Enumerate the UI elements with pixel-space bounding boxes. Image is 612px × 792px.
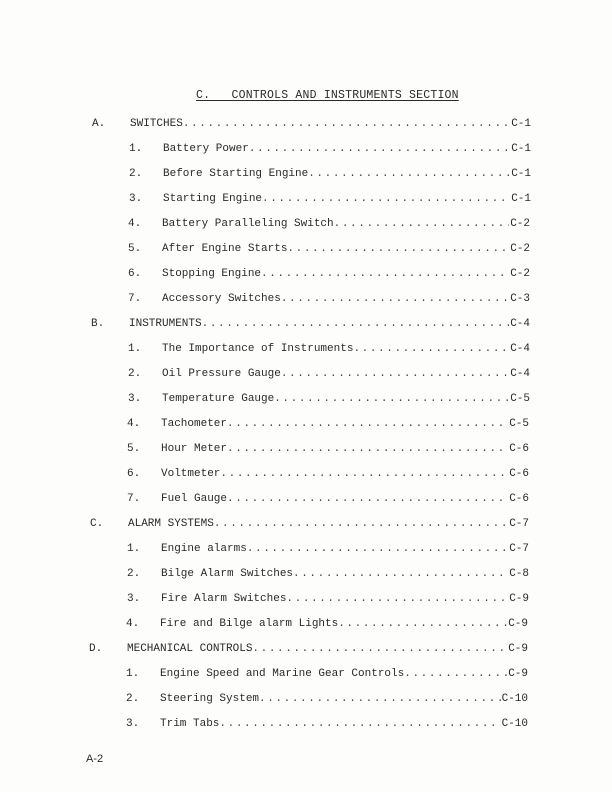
toc-number: 1. [126,668,140,680]
toc-label: Hour Meter [161,443,228,455]
toc-subsection-entry [126,618,528,634]
toc-subsection-entry [127,468,529,484]
toc-subsection-entry [127,593,529,609]
toc-number: 1. [127,543,141,555]
dot-leader [308,168,510,180]
toc-label: SWITCHES [130,118,183,130]
dot-leader [219,718,500,730]
toc-page-ref: C-1 [511,143,531,155]
toc-subsection-entry [128,343,530,359]
toc-number: 2. [126,693,140,705]
dot-leader [262,193,510,205]
toc-section-entry [91,318,530,334]
toc-number: 3. [129,193,143,205]
toc-subsection-entry [128,393,530,409]
toc-label: INSTRUMENTS [129,318,202,330]
toc-number: 2. [129,168,143,180]
toc-page-ref: C-5 [509,418,529,430]
toc-number: 7. [128,293,142,305]
toc-label: Bilge Alarm Switches [161,568,294,580]
toc-number: B. [91,318,105,330]
toc-subsection-entry [128,218,530,234]
toc-subsection-entry [129,193,531,209]
toc-page-ref: C-2 [510,218,530,230]
toc-number: A. [92,118,106,130]
dot-leader [334,218,510,230]
toc-label: Engine alarms [161,543,247,555]
toc-label: Engine Speed and Marine Gear Controls [160,668,405,680]
toc-label: Tachometer [161,418,228,430]
toc-page-ref: C-2 [510,268,530,280]
dot-leader [259,693,501,705]
toc-subsection-entry [127,568,529,584]
toc-number: 3. [128,393,142,405]
dot-leader [220,468,508,480]
toc-page-ref: C-9 [508,618,528,630]
toc-subsection-entry [129,143,531,159]
toc-page-ref: C-6 [509,468,529,480]
toc-label: After Engine Starts [162,243,288,255]
dot-leader [293,568,508,580]
toc-page-ref: C-4 [510,343,530,355]
dot-leader [247,543,508,555]
toc-number: 6. [128,268,142,280]
toc-number: 2. [128,368,142,380]
toc-label: Battery Paralleling Switch [162,218,334,230]
toc-subsection-entry [126,668,528,684]
toc-page-ref: C-1 [511,118,531,130]
dot-leader [202,318,510,330]
dot-leader [183,118,510,130]
toc-label: Oil Pressure Gauge [162,368,281,380]
dot-leader [338,618,507,630]
toc-label: Temperature Gauge [162,393,275,405]
toc-section-entry [92,118,531,134]
toc-number: 3. [127,593,141,605]
toc-page-ref: C-10 [501,718,528,730]
toc-page-ref: C-5 [510,393,530,405]
toc-subsection-entry [126,718,528,734]
section-title: C. CONTROLS AND INSTRUMENTS SECTION [196,89,459,102]
toc-page-ref: C-1 [511,168,531,180]
toc-page-ref: C-10 [501,693,528,705]
toc-subsection-entry [127,443,529,459]
toc-subsection-entry [129,168,531,184]
dot-leader [286,593,508,605]
toc-page-ref: C-7 [509,543,529,555]
dot-leader [281,368,509,380]
toc-number: 1. [128,343,142,355]
toc-subsection-entry [127,543,529,559]
toc-page-ref: C-4 [510,318,530,330]
toc-number: 4. [128,218,142,230]
toc-number: 3. [126,718,140,730]
toc-label: Battery Power [163,143,249,155]
toc-number: 4. [127,418,141,430]
dot-leader [281,293,509,305]
toc-label: Starting Engine [163,193,263,205]
dot-leader [227,418,508,430]
toc-label: ALARM SYSTEMS [128,518,214,530]
toc-page-ref: C-4 [510,368,530,380]
toc-number: 2. [127,568,141,580]
toc-label: Fire and Bilge alarm Lights [160,618,339,630]
toc-subsection-entry [128,293,530,309]
dot-leader [252,643,507,655]
toc-section-entry [90,518,529,534]
toc-page-ref: C-9 [509,593,529,605]
page-number: A-2 [86,753,104,765]
toc-page-ref: C-8 [509,568,529,580]
toc-number: D. [89,643,103,655]
toc-page-ref: C-6 [509,493,529,505]
toc-subsection-entry [128,268,530,284]
dot-leader [404,668,507,680]
toc-subsection-entry [128,243,530,259]
toc-page-ref: C-2 [510,243,530,255]
toc-label: The Importance of Instruments [162,343,354,355]
dot-leader [261,268,509,280]
toc-subsection-entry [128,368,530,384]
toc-subsection-entry [126,693,528,709]
toc-label: Fire Alarm Switches [161,593,287,605]
dot-leader [249,143,510,155]
toc-subsection-entry [127,418,529,434]
toc-page-ref: C-6 [509,443,529,455]
toc-section-entry [89,643,528,659]
dot-leader [353,343,509,355]
toc-number: C. [90,518,104,530]
toc-number: 5. [127,443,141,455]
toc-label: MECHANICAL CONTROLS [127,643,253,655]
toc-subsection-entry [127,493,529,509]
toc-label: Stopping Engine [162,268,262,280]
dot-leader [227,493,508,505]
dot-leader [274,393,509,405]
toc-label: Voltmeter [161,468,221,480]
dot-leader [227,443,508,455]
toc-page-ref: C-3 [510,293,530,305]
toc-number: 7. [127,493,141,505]
toc-label: Trim Tabs [160,718,220,730]
toc-page-ref: C-1 [511,193,531,205]
dot-leader [287,243,509,255]
toc-number: 5. [128,243,142,255]
toc-page-ref: C-9 [508,643,528,655]
toc-label: Accessory Switches [162,293,281,305]
toc-number: 4. [126,618,140,630]
toc-label: Steering System [160,693,260,705]
toc-page-ref: C-9 [508,668,528,680]
dot-leader [214,518,508,530]
toc-number: 1. [129,143,143,155]
toc-label: Fuel Gauge [161,493,228,505]
toc-number: 6. [127,468,141,480]
toc-label: Before Starting Engine [163,168,309,180]
toc-page-ref: C-7 [509,518,529,530]
